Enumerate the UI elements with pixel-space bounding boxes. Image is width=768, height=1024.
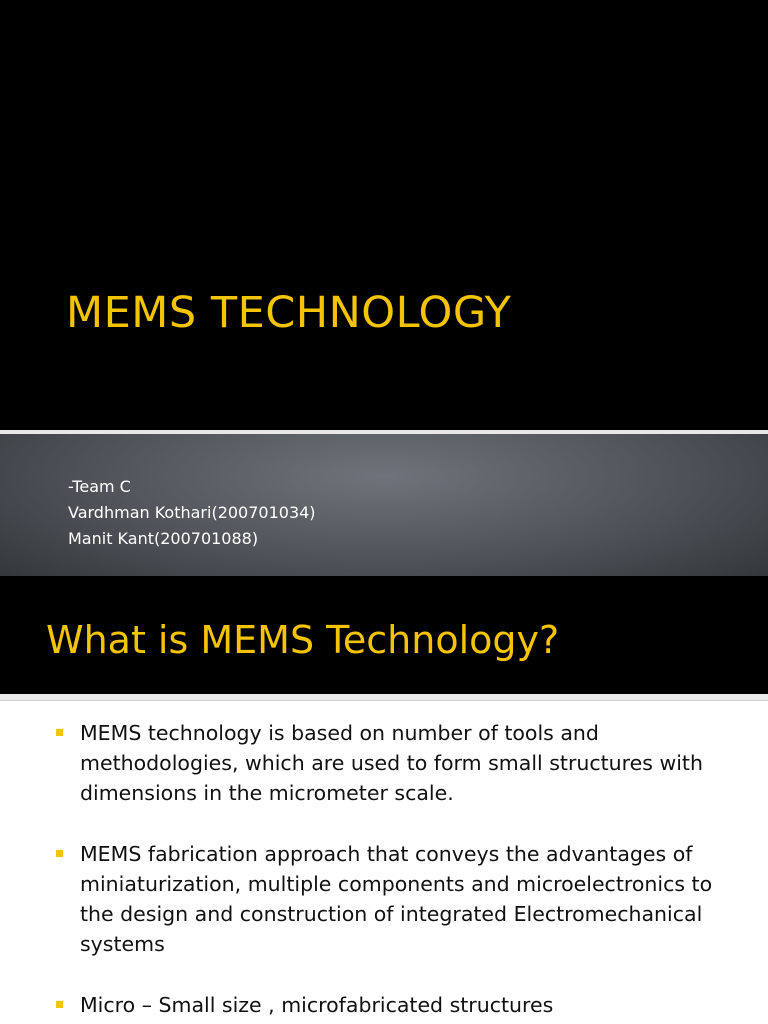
list-item: [54, 718, 734, 808]
slide-title: MEMS TECHNOLOGY: [66, 288, 512, 338]
subtitle-team: -Team C: [68, 477, 131, 496]
subtitle-area: [0, 434, 768, 576]
title-area: [0, 0, 768, 430]
list-item: [54, 839, 734, 959]
bullet-list: [54, 718, 734, 1024]
header-rule: [0, 694, 768, 701]
list-item: [54, 990, 734, 1020]
subtitle-author-1: Vardhman Kothari(200701034): [68, 503, 316, 522]
subtitle-block: [68, 474, 316, 552]
square-bullet-icon: [56, 729, 63, 736]
content-heading: What is MEMS Technology?: [46, 618, 560, 662]
subtitle-author-2: Manit Kant(200701088): [68, 529, 259, 548]
content-header: [0, 576, 768, 694]
bullet-text: MEMS fabrication approach that conveys the advantages of miniaturization, multiple components and microelectronics to the design and construction of integrated Electromechanical systems: [80, 842, 713, 956]
square-bullet-icon: [56, 850, 63, 857]
square-bullet-icon: [56, 1001, 63, 1008]
content-slide: [0, 576, 768, 1024]
bullet-text: Micro – Small size , microfabricated structures: [80, 993, 554, 1017]
bullet-text: MEMS technology is based on number of tools and methodologies, which are used to form small structures with dimensions in the micrometer scale.: [80, 721, 703, 805]
